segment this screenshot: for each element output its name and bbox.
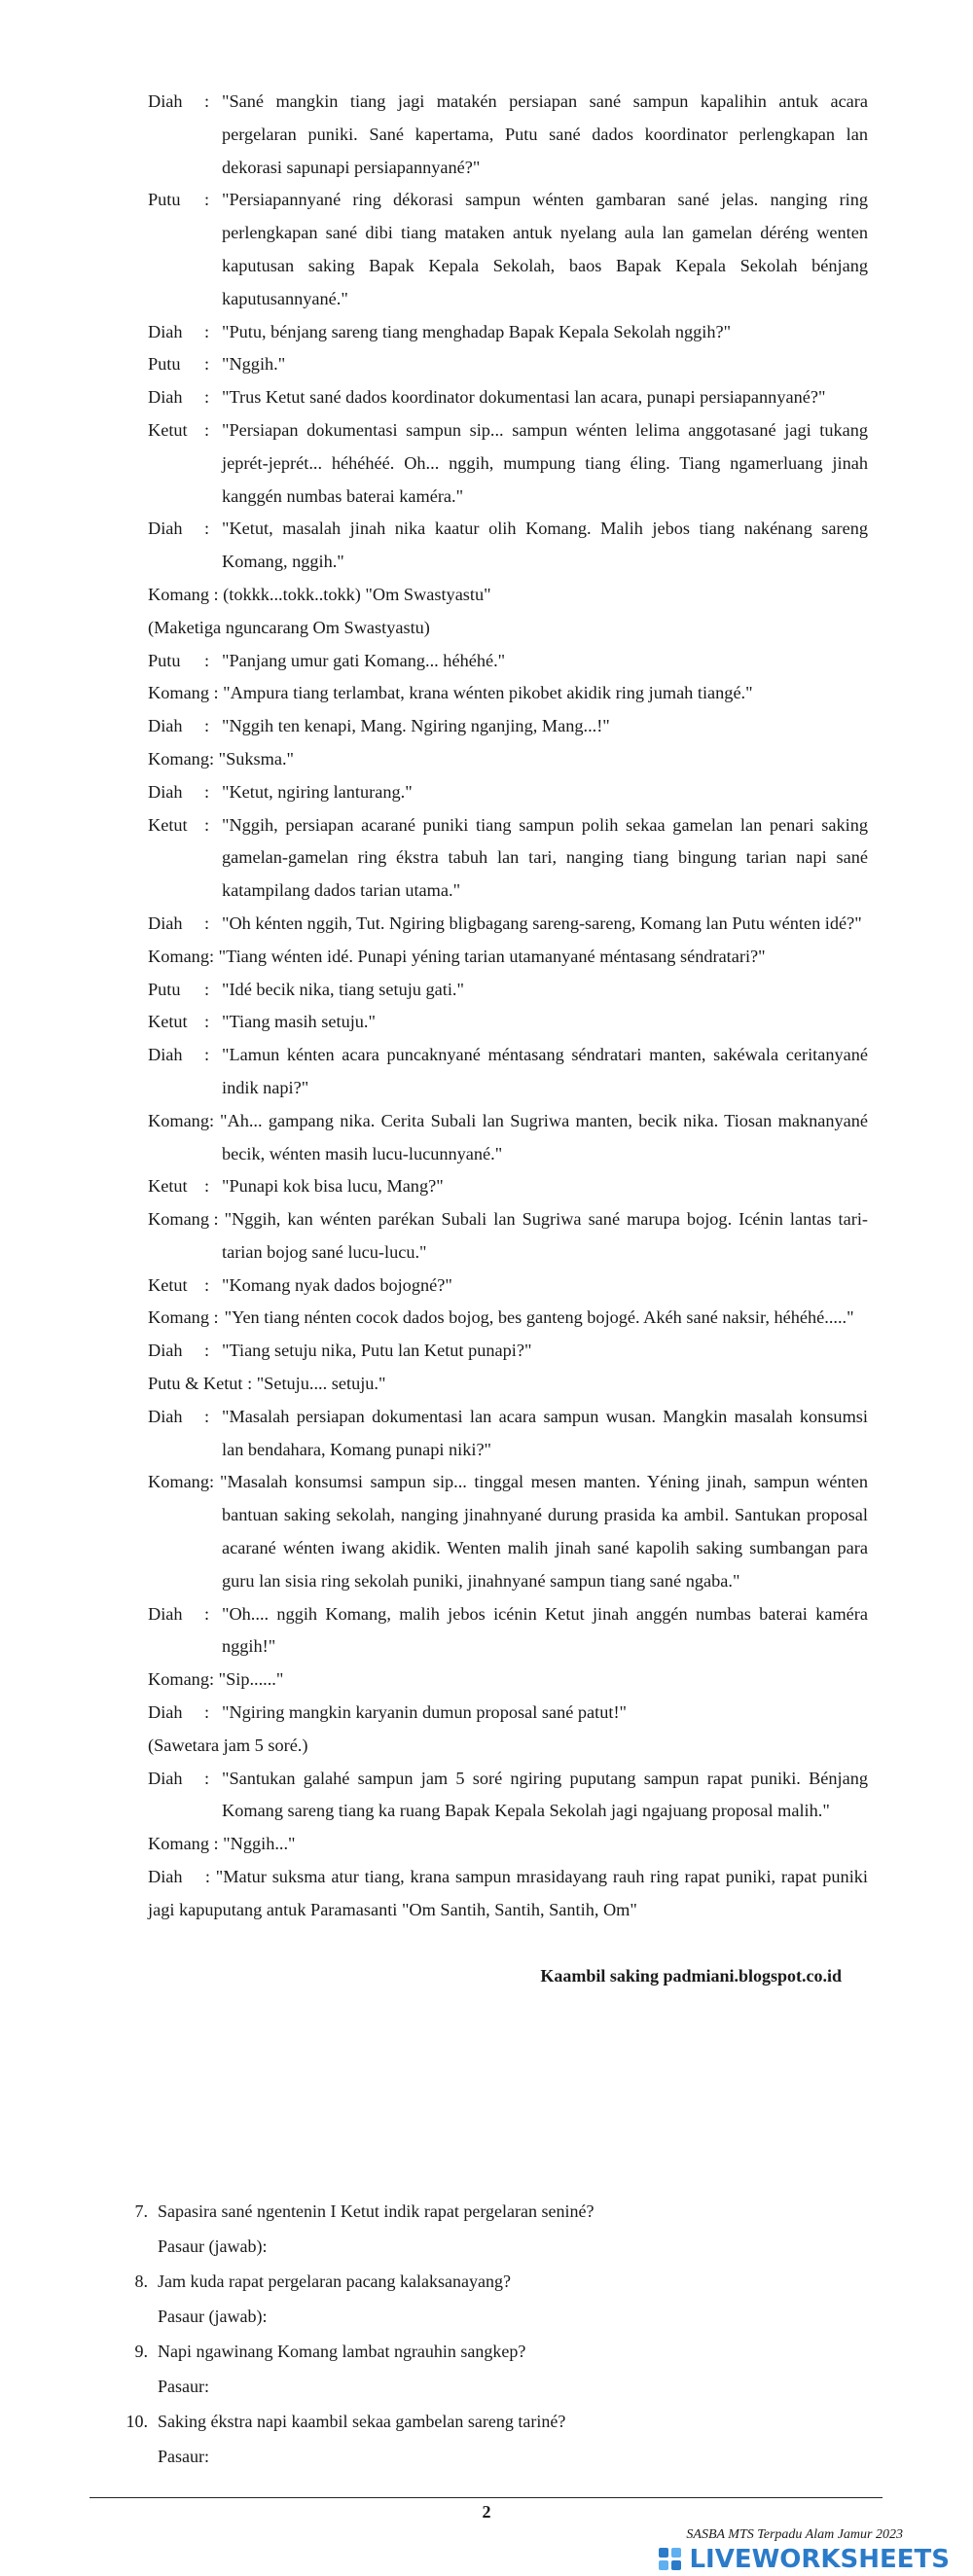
dialogue-line: [148, 776, 868, 809]
dialogue-text: "Putu, bénjang sareng tiang menghadap Bapak Kepala Sekolah nggih?": [222, 321, 732, 341]
dialogue-line: [148, 612, 868, 645]
dialogue-text: "Ketut, masalah jinah nika kaatur olih Komang. Malih jebos tiang nakénang sareng Komang, nggih.": [222, 519, 868, 572]
colon: :: [182, 1867, 216, 1887]
dialogue-text: Putu & Ketut : "Setuju.... setuju.": [148, 1374, 386, 1394]
dialogue-line: [148, 1335, 868, 1368]
dialogue-line: [148, 184, 868, 315]
dialogue-text: (Sawetara jam 5 soré.): [148, 1735, 308, 1755]
dialogue-line: [148, 86, 868, 184]
speaker-name: Komang :: [148, 1307, 219, 1328]
dialogue-text: "Oh kénten nggih, Tut. Ngiring bligbagang sareng-sareng, Komang lan Putu wénten idé?": [222, 912, 862, 933]
dialogue-section: [148, 86, 868, 1927]
speaker-name: Putu: [148, 354, 181, 375]
dialogue-line: [148, 1302, 868, 1335]
colon: :: [204, 1045, 210, 1065]
speaker-name: Diah: [148, 1867, 183, 1887]
colon: :: [204, 912, 210, 933]
dialogue-line: [148, 1039, 868, 1105]
question-number: 10.: [126, 2412, 148, 2431]
question-number: 7.: [134, 2201, 148, 2221]
speaker-name: Diah: [148, 912, 183, 933]
speaker-name: Komang:: [148, 1110, 215, 1130]
dialogue-line: [148, 1401, 868, 1467]
speaker-name: Diah: [148, 1768, 183, 1788]
liveworksheets-wordmark: LIVEWORKSHEETS: [689, 2545, 950, 2574]
colon: :: [204, 814, 210, 835]
dialogue-text: Komang : (tokkk...tokk..tokk) "Om Swastyastu": [148, 584, 491, 604]
dialogue-text: "Panjang umur gati Komang... héhéhé.": [222, 650, 506, 670]
colon: :: [204, 979, 210, 999]
dialogue-text: "Lamun kénten acara puncaknyané méntasang séndratari manten, sakéwala ceritanyané indik napi?": [222, 1045, 868, 1097]
speaker-name: Ketut: [148, 1012, 188, 1032]
speaker-name: Diah: [148, 781, 183, 802]
speaker-name: Diah: [148, 91, 183, 111]
speaker-name: Ketut: [148, 814, 188, 835]
dialogue-line: [148, 414, 868, 513]
colon: :: [204, 387, 210, 408]
speaker-name: Putu: [148, 979, 181, 999]
dialogue-text: "Komang nyak dados bojogné?": [222, 1274, 452, 1295]
dialogue-text: Komang: "Suksma.": [148, 748, 294, 769]
dialogue-line: [148, 1861, 868, 1927]
dialogue-text: "Ngiring mangkin karyanin dumun proposal sané patut!": [222, 1702, 628, 1723]
colon: :: [204, 1341, 210, 1361]
speaker-name: Diah: [148, 387, 183, 408]
colon: :: [204, 419, 210, 440]
colon: :: [204, 650, 210, 670]
dialogue-line: [148, 1697, 868, 1730]
colon: :: [204, 519, 210, 539]
colon: :: [204, 91, 210, 111]
colon: :: [204, 354, 210, 375]
dialogue-text: "Yen tiang nénten cocok dados bojog, bes ganteng bojogé. Akéh sané naksir, héhéhé.....": [224, 1307, 854, 1328]
dialogue-line: [148, 1270, 868, 1303]
dialogue-text: "Idé becik nika, tiang setuju gati.": [222, 979, 464, 999]
dialogue-text: "Matur suksma atur tiang, krana sampun mrasidayang rauh ring rapat puniki, rapat puniki jagi kapuputang antuk Paramasanti "Om Santih, Santih, Santih, Om": [148, 1867, 868, 1919]
speaker-name: Diah: [148, 716, 183, 736]
dialogue-text: Komang: "Tiang wénten idé. Punapi yéning tarian utamanyané méntasang séndratari?": [148, 946, 766, 966]
dialogue-text: Komang: "Sip......": [148, 1669, 284, 1690]
question-list: [117, 2194, 876, 2474]
dialogue-text: "Persiapannyané ring dékorasi sampun wénten gambaran sané jelas. nanging ring perlengkapan sané dibi tiang mataken antuk nyelang aula lan gamelan déréng wenten kaputusan saking Bapak Kepala Sekolah, baos Bapak Kepala Sekolah bénjang kaputusannyané.": [222, 190, 868, 308]
dialogue-text: "Sané mangkin tiang jagi matakén persiapan sané sampun kapalihin antuk acara pergelaran puniki. Sané kapertama, Putu sané dados koordinator perlengkapan lan dekorasi sapunapi persiapannyané?": [222, 91, 868, 177]
speaker-name: Diah: [148, 519, 183, 539]
dialogue-line: [148, 743, 868, 776]
dialogue-text: "Nggih ten kenapi, Mang. Ngiring nganjing, Mang...!": [222, 716, 610, 736]
dialogue-line: [148, 974, 868, 1007]
dialogue-text: "Ah... gampang nika. Cerita Subali lan Sugriwa manten, becik nika. Tiosan maknanyané becik, wénten masih lucu-lucunnyané.": [220, 1110, 868, 1163]
question-text: Jam kuda rapat pergelaran pacang kalaksanayang?: [158, 2272, 511, 2291]
dialogue-line: [148, 1598, 868, 1664]
question-number: 9.: [134, 2342, 148, 2361]
footer-text: SASBA MTS Terpadu Alam Jamur 2023: [686, 2527, 903, 2542]
dialogue-line: [148, 1730, 868, 1763]
dialogue-text: "Nggih, persiapan acarané puniki tiang sampun polih sekaa gamelan lan penari saking gamelan-gamelan ring ékstra tabuh lan tari, nanging tiang bingung tarian napi sané katampilang dados tarian utama.": [222, 814, 868, 901]
dialogue-text: "Oh.... nggih Komang, malih jebos icénin Ketut jinah anggén numbas baterai kaméra nggih!": [222, 1603, 868, 1657]
dialogue-line: [148, 1006, 868, 1039]
dialogue-line: [148, 645, 868, 678]
dialogue-text: (Maketiga nguncarang Om Swastyastu): [148, 617, 430, 637]
dialogue-line: [148, 1763, 868, 1829]
dialogue-line: [148, 316, 868, 349]
speaker-name: Komang :: [148, 1209, 219, 1230]
question-item: [117, 2264, 876, 2299]
colon: :: [204, 1603, 210, 1624]
dialogue-line: [148, 1105, 868, 1171]
colon: :: [204, 1702, 210, 1723]
question-text: Napi ngawinang Komang lambat ngrauhin sangkep?: [158, 2342, 526, 2361]
dialogue-text: Komang : "Nggih...": [148, 1834, 296, 1854]
colon: :: [204, 1274, 210, 1295]
dialogue-text: "Nggih, kan wénten parékan Subali lan Sugriwa sané marupa bojog. Icénin lantas tari-tarian bojog sané lucu-lucu.": [222, 1209, 868, 1262]
colon: :: [204, 1012, 210, 1032]
answer-field[interactable]: Pasaur:: [158, 2377, 209, 2396]
colon: :: [204, 1406, 210, 1426]
dialogue-line: [148, 1170, 868, 1203]
question-text: Saking ékstra napi kaambil sekaa gambelan sareng tariné?: [158, 2412, 566, 2431]
dialogue-text: "Ketut, ngiring lanturang.": [222, 781, 413, 802]
dialogue-line: [148, 513, 868, 579]
footer-divider: [90, 2497, 883, 2498]
dialogue-text: "Masalah konsumsi sampun sip... tinggal mesen manten. Yéning jinah, sampun wénten bantuan saking sekolah, nanging jinahnyané durung prasida ka ambil. Santukan proposal acarané wénten iwang akidik. Wenten malih jinah sané kapolih saking sumbangan para guru lan sisia ring sekolah puniki, jinahnyané sampun tiang sané ngaba.": [220, 1472, 868, 1591]
dialogue-line: [148, 677, 868, 710]
dialogue-line: [148, 1466, 868, 1597]
speaker-name: Diah: [148, 321, 183, 341]
colon: :: [204, 716, 210, 736]
dialogue-line: [148, 381, 868, 414]
question-text: Sapasira sané ngentenin I Ketut indik rapat pergelaran seniné?: [158, 2201, 595, 2221]
dialogue-line: [148, 941, 868, 974]
dialogue-line: [148, 809, 868, 908]
colon: :: [204, 1176, 210, 1197]
question-number: 8.: [134, 2272, 148, 2291]
speaker-name: Diah: [148, 1341, 183, 1361]
dialogue-text: "Tiang masih setuju.": [222, 1012, 376, 1032]
answer-field[interactable]: Pasaur (jawab):: [158, 2236, 268, 2256]
dialogue-text: "Persiapan dokumentasi sampun sip... sampun wénten lelima anggotasané jagi tukang jeprét-jeprét... héhéhéé. Oh... nggih, mumpung tiang éling. Tiang ngamerluang jinah kanggén numbas baterai kaméra.": [222, 419, 868, 506]
dialogue-text: "Santukan galahé sampun jam 5 soré ngiring puputang sampun rapat puniki. Bénjang Komang sareng tiang ka ruang Bapak Kepala Sekolah jagi ngajuang proposal malih.": [222, 1768, 868, 1821]
colon: :: [204, 190, 210, 210]
speaker-name: Putu: [148, 650, 181, 670]
source-credit: Kaambil saking padmiani.blogspot.co.id: [540, 1966, 842, 1986]
speaker-name: Diah: [148, 1045, 183, 1065]
speaker-name: Putu: [148, 190, 181, 210]
dialogue-line: [148, 710, 868, 743]
dialogue-line: [148, 1828, 868, 1861]
liveworksheets-logo: [656, 2545, 950, 2574]
page-number: 2: [482, 2502, 491, 2522]
liveworksheets-icon: [656, 2545, 685, 2574]
speaker-name: Diah: [148, 1406, 183, 1426]
dialogue-text: "Tiang setuju nika, Putu lan Ketut punapi?": [222, 1341, 532, 1361]
dialogue-text: "Trus Ketut sané dados koordinator dokumentasi lan acara, punapi persiapannyané?": [222, 387, 826, 408]
answer-field[interactable]: Pasaur (jawab):: [158, 2307, 268, 2326]
colon: :: [204, 781, 210, 802]
dialogue-text: "Nggih.": [222, 354, 286, 375]
dialogue-text: Komang : "Ampura tiang terlambat, krana wénten pikobet akidik ring jumah tiangé.": [148, 683, 753, 703]
dialogue-line: [148, 908, 868, 941]
answer-field[interactable]: Pasaur:: [158, 2447, 209, 2466]
speaker-name: Komang:: [148, 1472, 215, 1492]
speaker-name: Diah: [148, 1702, 183, 1723]
speaker-name: Diah: [148, 1603, 183, 1624]
dialogue-line: [148, 1368, 868, 1401]
speaker-name: Ketut: [148, 1176, 188, 1197]
dialogue-text: "Punapi kok bisa lucu, Mang?": [222, 1176, 444, 1197]
colon: :: [204, 1768, 210, 1788]
speaker-name: Ketut: [148, 1274, 188, 1295]
dialogue-line: [148, 1203, 868, 1270]
dialogue-line: [148, 579, 868, 612]
question-item: [117, 2404, 876, 2439]
colon: :: [204, 321, 210, 341]
question-item: [117, 2194, 876, 2229]
dialogue-text: "Masalah persiapan dokumentasi lan acara sampun wusan. Mangkin masalah konsumsi lan bendahara, Komang punapi niki?": [222, 1406, 868, 1459]
dialogue-line: [148, 348, 868, 381]
speaker-name: Ketut: [148, 419, 188, 440]
dialogue-line: [148, 1664, 868, 1697]
question-item: [117, 2334, 876, 2369]
